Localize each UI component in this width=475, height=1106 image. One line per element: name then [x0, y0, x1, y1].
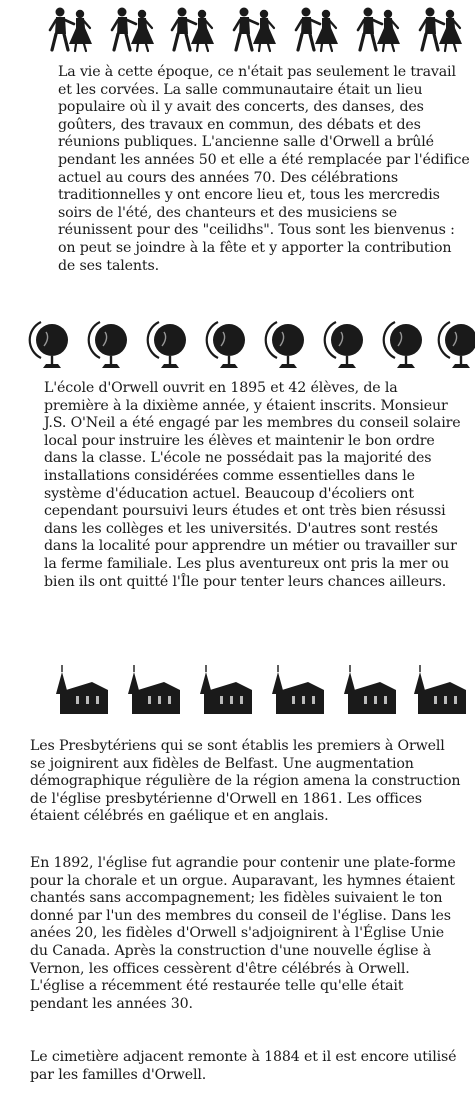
globe-icon: [439, 322, 475, 368]
dancers-strip: [0, 4, 475, 60]
dancing-couple-icon: [50, 8, 92, 52]
globe-icon: [266, 322, 304, 368]
church-icon: [414, 665, 466, 714]
church-icon: [128, 665, 180, 714]
dancers-row: [0, 4, 475, 60]
church-icon: [272, 665, 324, 714]
dancing-couple-icon: [112, 8, 154, 52]
church-icon: [200, 665, 252, 714]
dancing-couple-icon: [172, 8, 214, 52]
community-hall-paragraph: La vie à cette époque, ce n'était pas seulement le travail et les corvées. La salle communautaire était un lieu populaire où il y avait des concerts, des danses, des goûters, des travaux en commun, des débats et des réunions publiques. L'ancienne salle d'Orwell a brûlé pendant les années 50 et elle a été remplacée par l'édifice actuel au cours des années 70. Des célébrations traditionnelles y ont encore lieu et, tous les mercredis soirs de l'été, des chanteurs et des musiciens se réunissent pour des "ceilidhs". Tous sont les bienvenus : on peut se joindre à la fête et y apporter la contribution de ses talents.: [58, 64, 470, 274]
church-icon: [56, 665, 108, 714]
globes-row: [0, 318, 475, 372]
globe-icon: [148, 322, 186, 368]
globe-icon: [384, 322, 422, 368]
dancing-couple-icon: [234, 8, 276, 52]
school-paragraph: L'école d'Orwell ouvrit en 1895 et 42 élèves, de la première à la dixième année, y étaient inscrits. Monsieur J.S. O'Neil a été engagé par les membres du conseil solaire local pour instruire les élèves et maintenir le bon ordre dans la classe. L'école ne possédait pas la majorité des installations considérées comme essentielles dans le système d'éducation actuel. Beaucoup d'écoliers ont cependant poursuivi leurs études et ont très bien résussi dans les collèges et les universités. D'autres sont restés dans la localité pour apprendre un métier ou travailler sur la ferme familiale. Les plus aventureux ont pris la mer ou bien ils ont quitté l'Île pour tenter leurs chances ailleurs.: [44, 380, 461, 590]
dancing-couple-icon: [420, 8, 462, 52]
globes-strip: [0, 318, 475, 372]
church-paragraph-1: Les Presbytériens qui se sont établis les premiers à Orwell se joignirent aux fidèles de Belfast. Une augmentation démographique régulière de la région amena la construction de l'église presbytérienne d'Orwell en 1861. Les offices étaient célébrés en gaélique et en anglais.: [30, 738, 461, 825]
globe-icon: [207, 322, 245, 368]
churches-row: [0, 662, 475, 722]
churches-strip: [0, 662, 475, 722]
church-paragraph-2: En 1892, l'église fut agrandie pour contenir une plate-forme pour la chorale et un orgue. Auparavant, les hymnes étaient chantés sans accompagnement; les fidèles suivaient le ton donné par l'un des membres du conseil de l'église. Dans les anées 20, les fidèles d'Orwell s'adjoignirent à l'Église Unie du Canada. Après la construction d'une nouvelle église à Vernon, les offices cessèrent d'être célébrés à Orwell. L'église a récemment été restaurée telle qu'elle était pendant les années 30.: [30, 855, 456, 1012]
globe-icon: [89, 322, 127, 368]
globe-icon: [325, 322, 363, 368]
globe-icon: [30, 322, 68, 368]
church-icon: [344, 665, 396, 714]
dancing-couple-icon: [358, 8, 400, 52]
church-paragraph-3: Le cimetière adjacent remonte à 1884 et il est encore utilisé par les familles d'Orwell.: [30, 1049, 457, 1083]
dancing-couple-icon: [296, 8, 338, 52]
